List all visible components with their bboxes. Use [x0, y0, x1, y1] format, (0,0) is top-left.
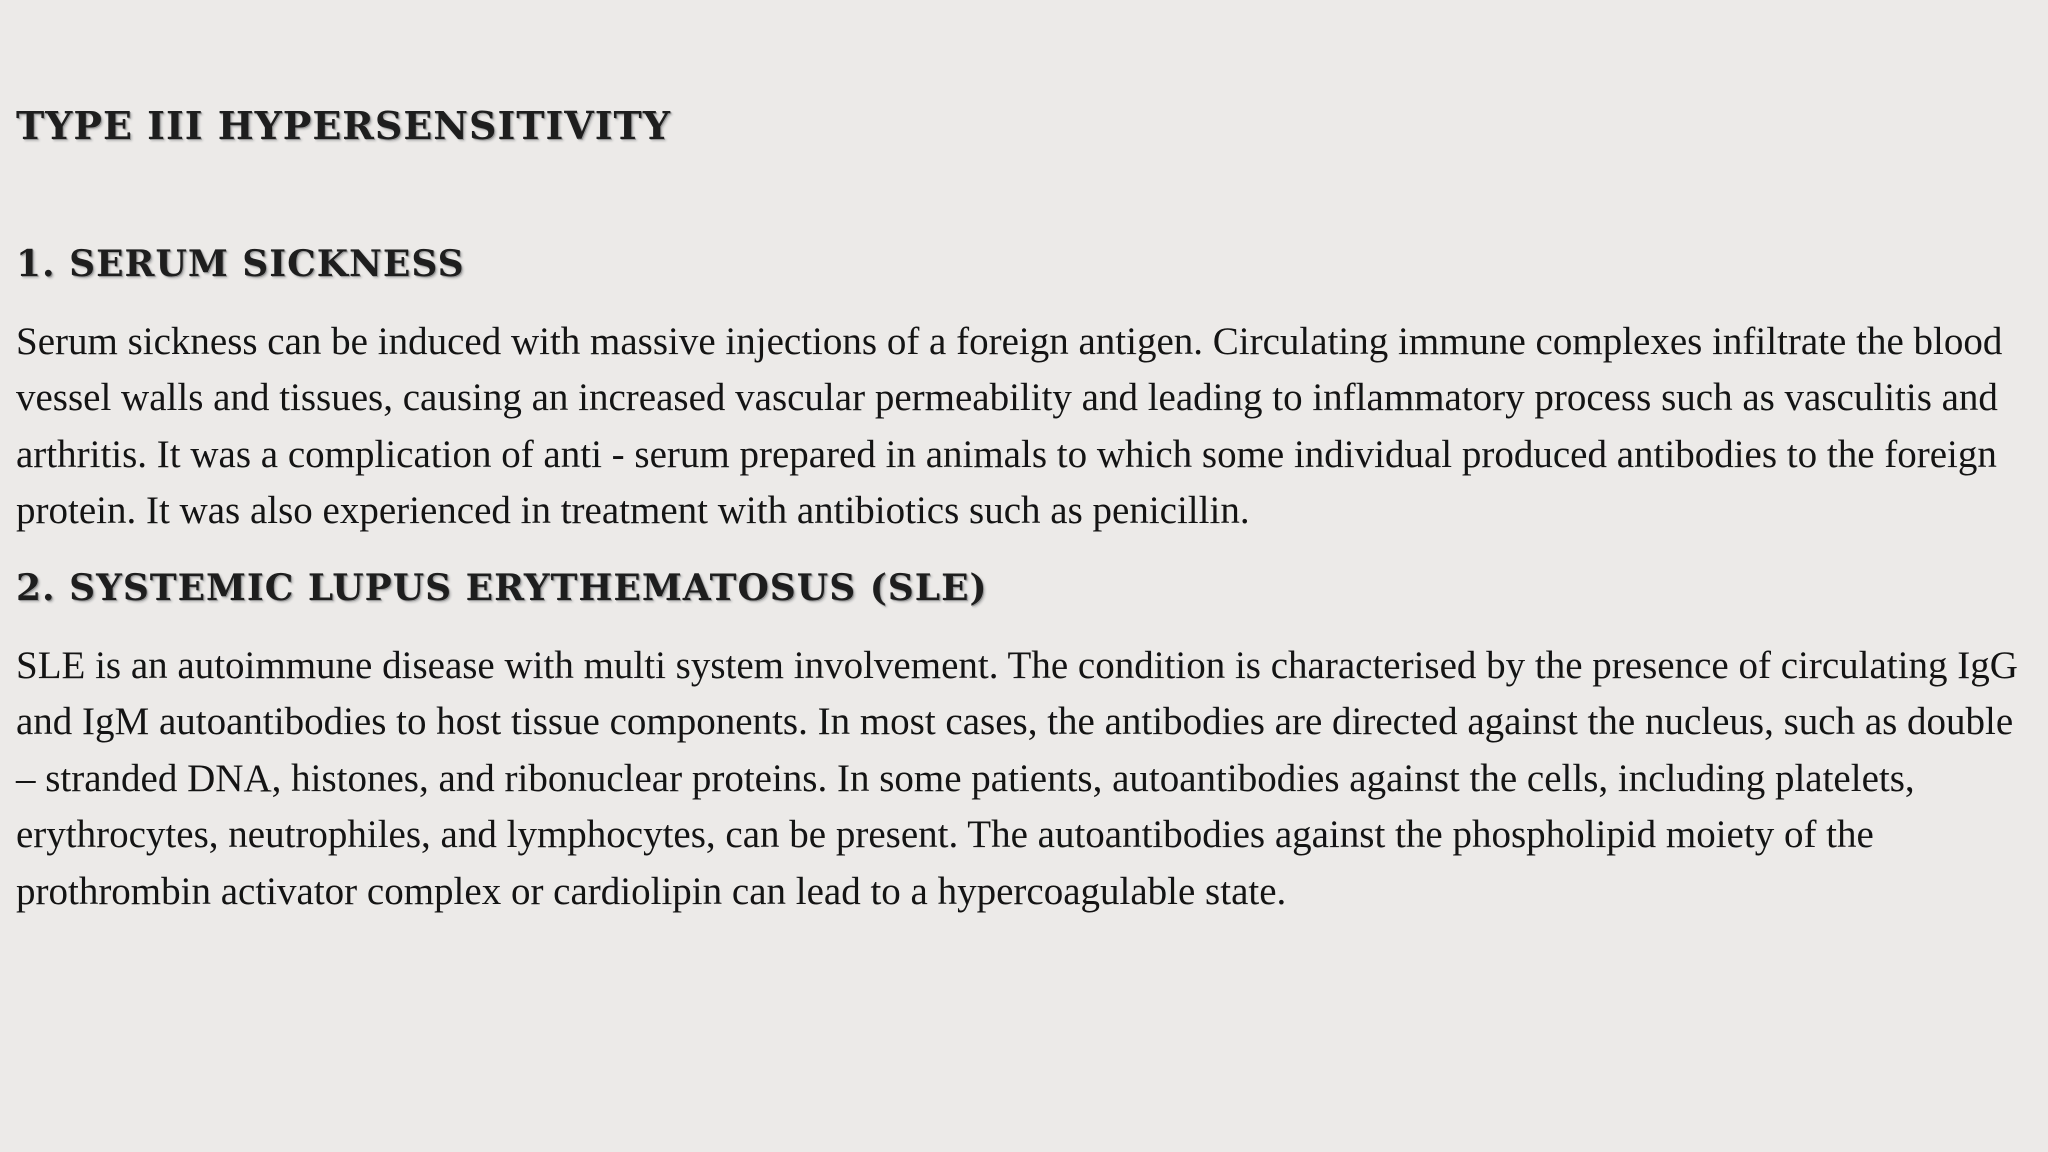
section-heading-sle: 2. SYSTEMIC LUPUS ERYTHEMATOSUS (SLE) [16, 567, 988, 609]
slide-title: TYPE III HYPERSENSITIVITY [16, 103, 671, 148]
section-heading-serum-sickness: 1. SERUM SICKNESS [16, 243, 465, 285]
section-body-sle: SLE is an autoimmune disease with multi system involvement. The condition is characterised by the presence of circulating IgG and IgM autoantibodies to host tissue components. In most cases, the antibodies are directed against the nucleus, such as double – stranded DNA, histones, and ribonuclear proteins. In some patients, autoantibodies against the cells, including platelets, erythrocytes, neutrophiles, and lymphocytes, can be present. The autoantibodies against the phospholipid moiety of the prothrombin activator complex or cardiolipin can lead to a hypercoagulable state. [16, 644, 2018, 913]
section-body-serum-sickness: Serum sickness can be induced with massive injections of a foreign antigen. Circulating immune complexes infiltrate the blood vessel walls and tissues, causing an increased vascular permeability and leading to inflammatory process such as vasculitis and arthritis. It was a complication of anti - serum prepared in animals to which some individual produced antibodies to the foreign protein. It was also experienced in treatment with antibiotics such as penicillin. [16, 320, 2003, 533]
